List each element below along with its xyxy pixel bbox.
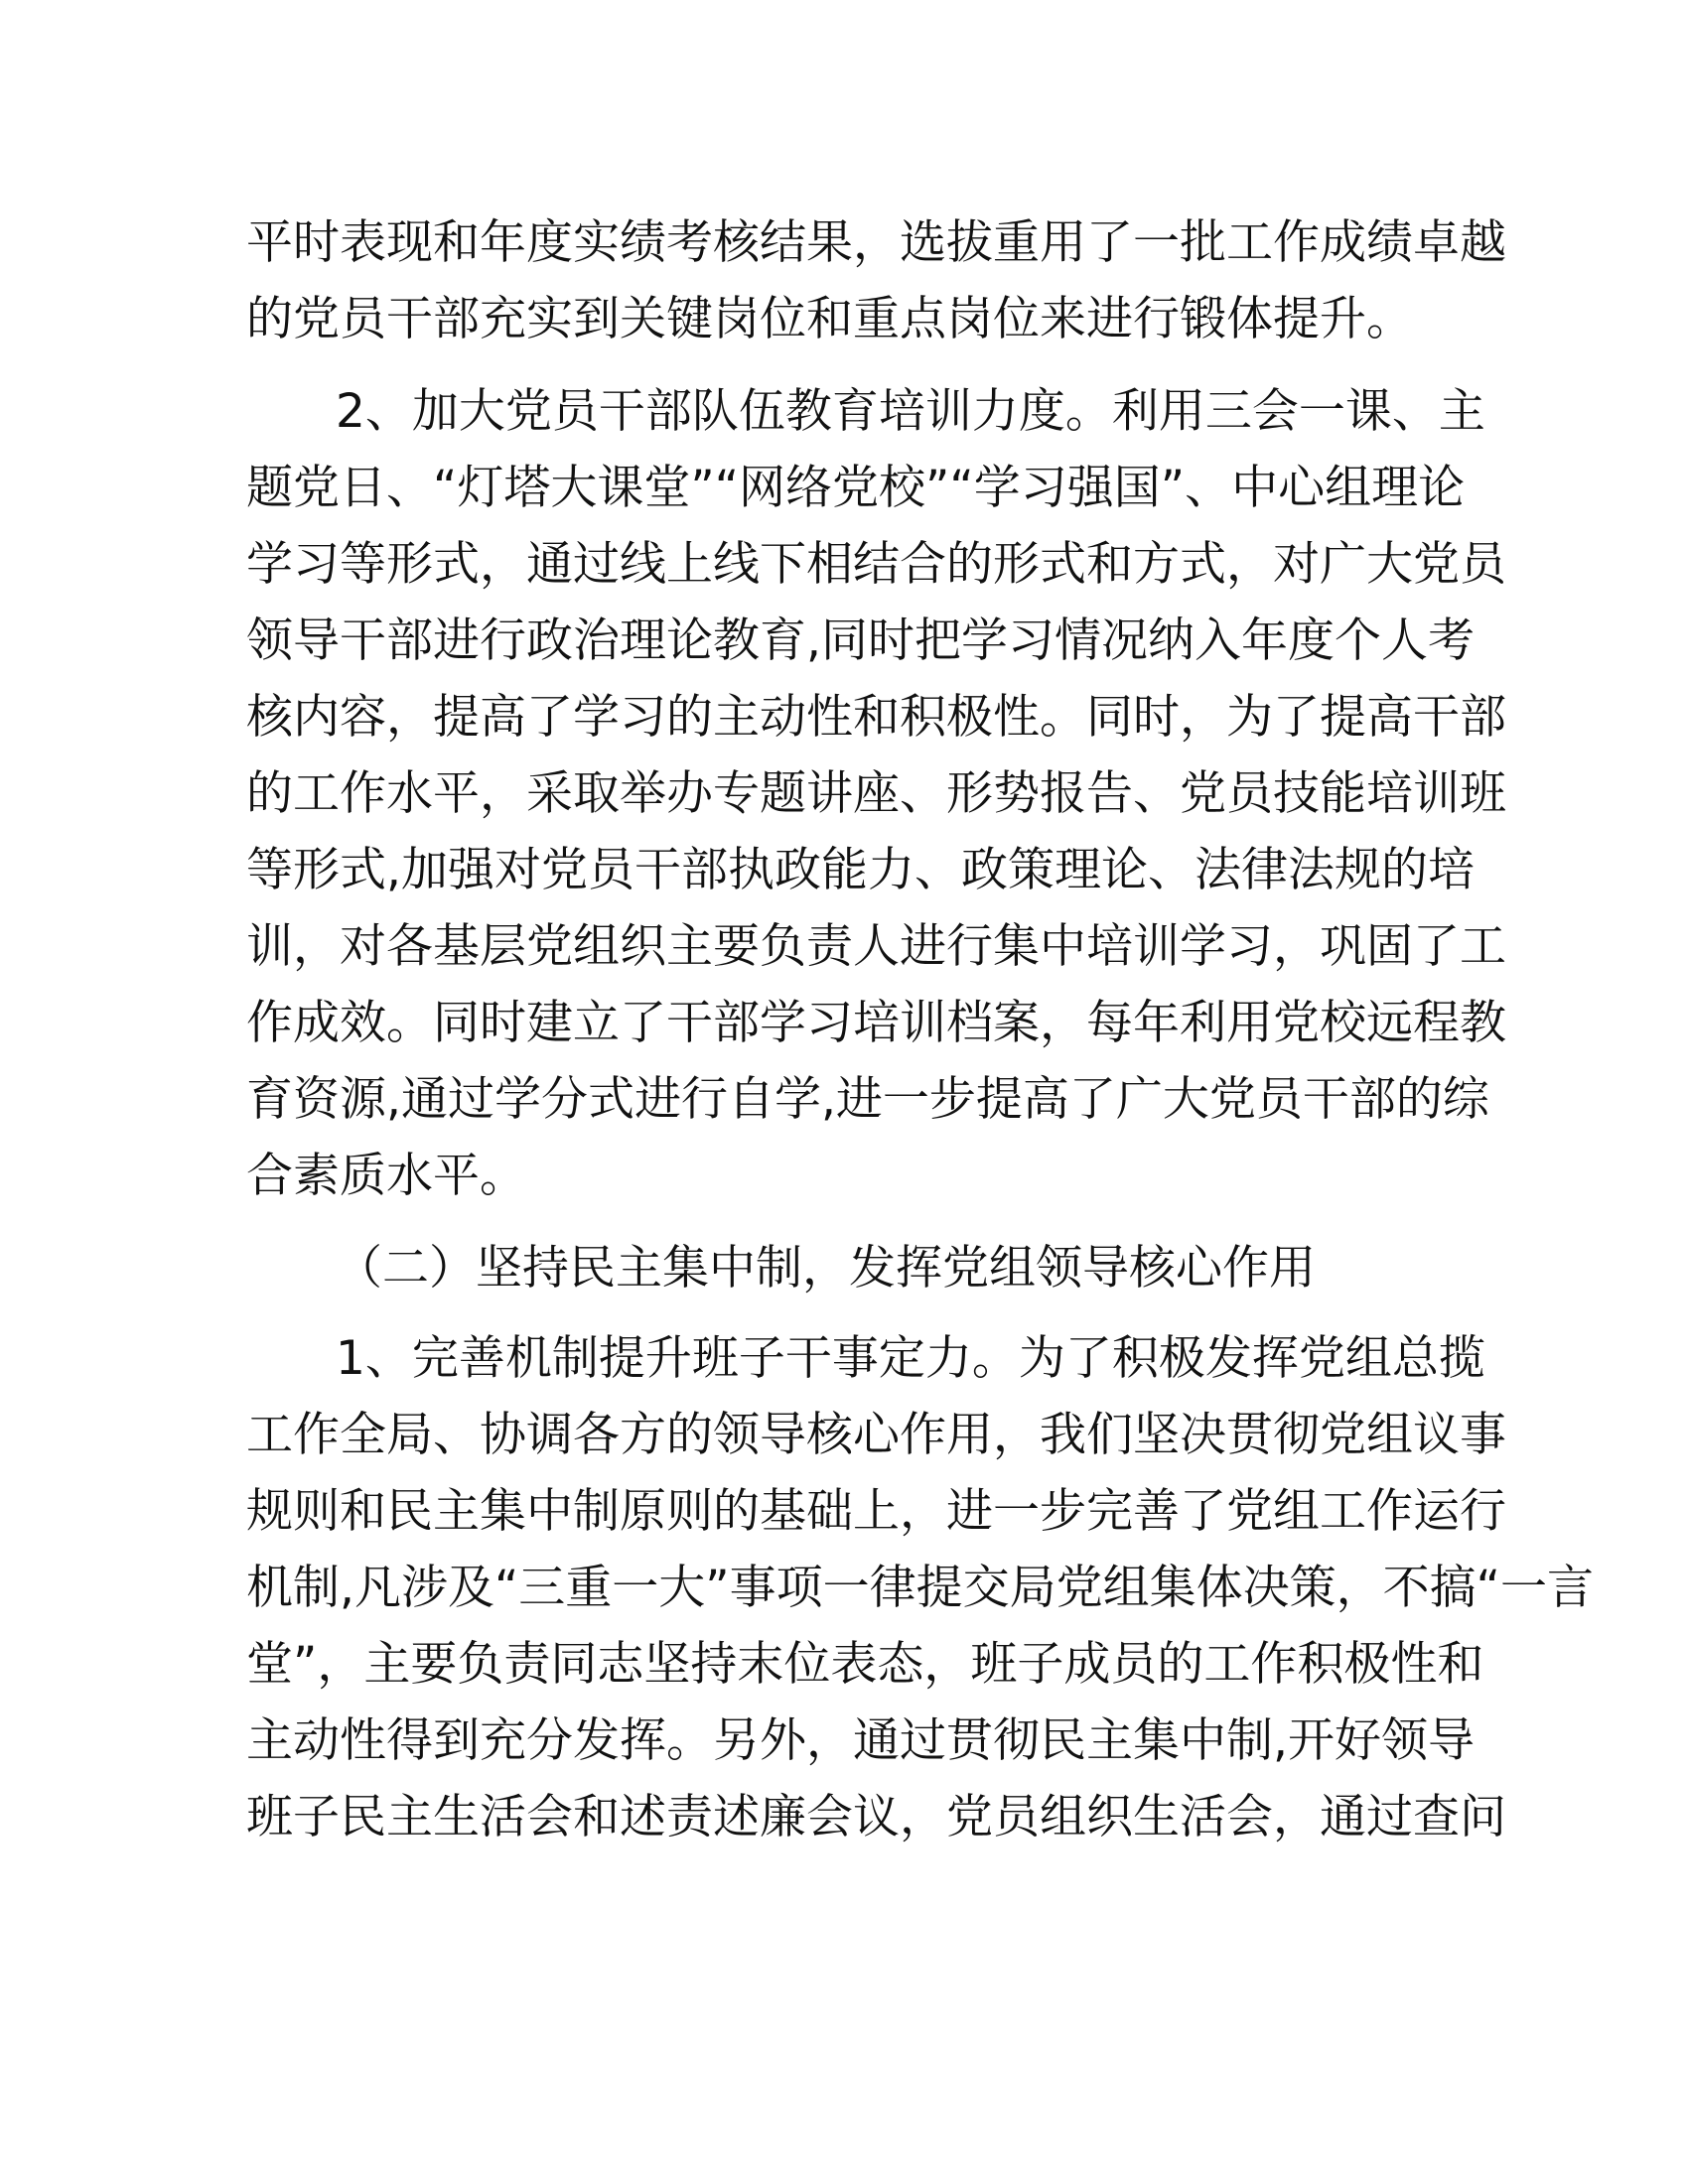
body-text-line: 领导干部进行政治理论教育,同时把学习情况纳入年度个人考 (246, 614, 1475, 668)
body-text-line: 学习等形式，通过线上线下相结合的形式和方式，对广大党员 (246, 537, 1506, 592)
body-text-line: 班子民主生活会和述责述廉会议，党员组织生活会，通过查问 (246, 1790, 1506, 1844)
body-text-line: 1、完善机制提升班子干事定力。为了积极发挥党组总揽 (336, 1331, 1485, 1386)
body-text-line: 主动性得到充分发挥。另外，通过贯彻民主集中制,开好领导 (246, 1713, 1475, 1768)
body-text-line: 作成效。同时建立了干部学习培训档案，每年利用党校远程教 (246, 996, 1506, 1050)
body-text-line: 核内容，提高了学习的主动性和积极性。同时，为了提高干部 (246, 690, 1506, 745)
body-text-line: 等形式,加强对党员干部执政能力、政策理论、法律法规的培 (246, 843, 1475, 897)
body-text-line: 育资源,通过学分式进行自学,进一步提高了广大党员干部的综 (246, 1072, 1489, 1127)
section-heading: （二）坚持民主集中制，发挥党组领导核心作用 (336, 1241, 1316, 1296)
body-text-line: 堂”，主要负责同志坚持末位表态，班子成员的工作积极性和 (246, 1637, 1484, 1692)
body-text-line: 机制,凡涉及“三重一大”事项一律提交局党组集体决策，不搞“一言 (246, 1561, 1594, 1615)
body-text-line: 平时表现和年度实绩考核结果，选拔重用了一批工作成绩卓越 (246, 215, 1506, 270)
body-text-line: 的工作水平，采取举办专题讲座、形势报告、党员技能培训班 (246, 766, 1506, 821)
body-text-line: 规则和民主集中制原则的基础上，进一步完善了党组工作运行 (246, 1484, 1506, 1539)
body-text-line: 2、加大党员干部队伍教育培训力度。利用三会一课、主 (336, 384, 1485, 439)
body-text-line: 训，对各基层党组织主要负责人进行集中培训学习，巩固了工 (246, 919, 1506, 974)
body-text-line: 合素质水平。 (246, 1149, 526, 1203)
body-text-line: 的党员干部充实到关键岗位和重点岗位来进行锻体提升。 (246, 292, 1413, 346)
body-text-line: 题党日、“灯塔大课堂”“网络党校”“学习强国”、中心组理论 (246, 461, 1466, 515)
body-text-line: 工作全局、协调各方的领导核心作用，我们坚决贯彻党组议事 (246, 1408, 1506, 1462)
